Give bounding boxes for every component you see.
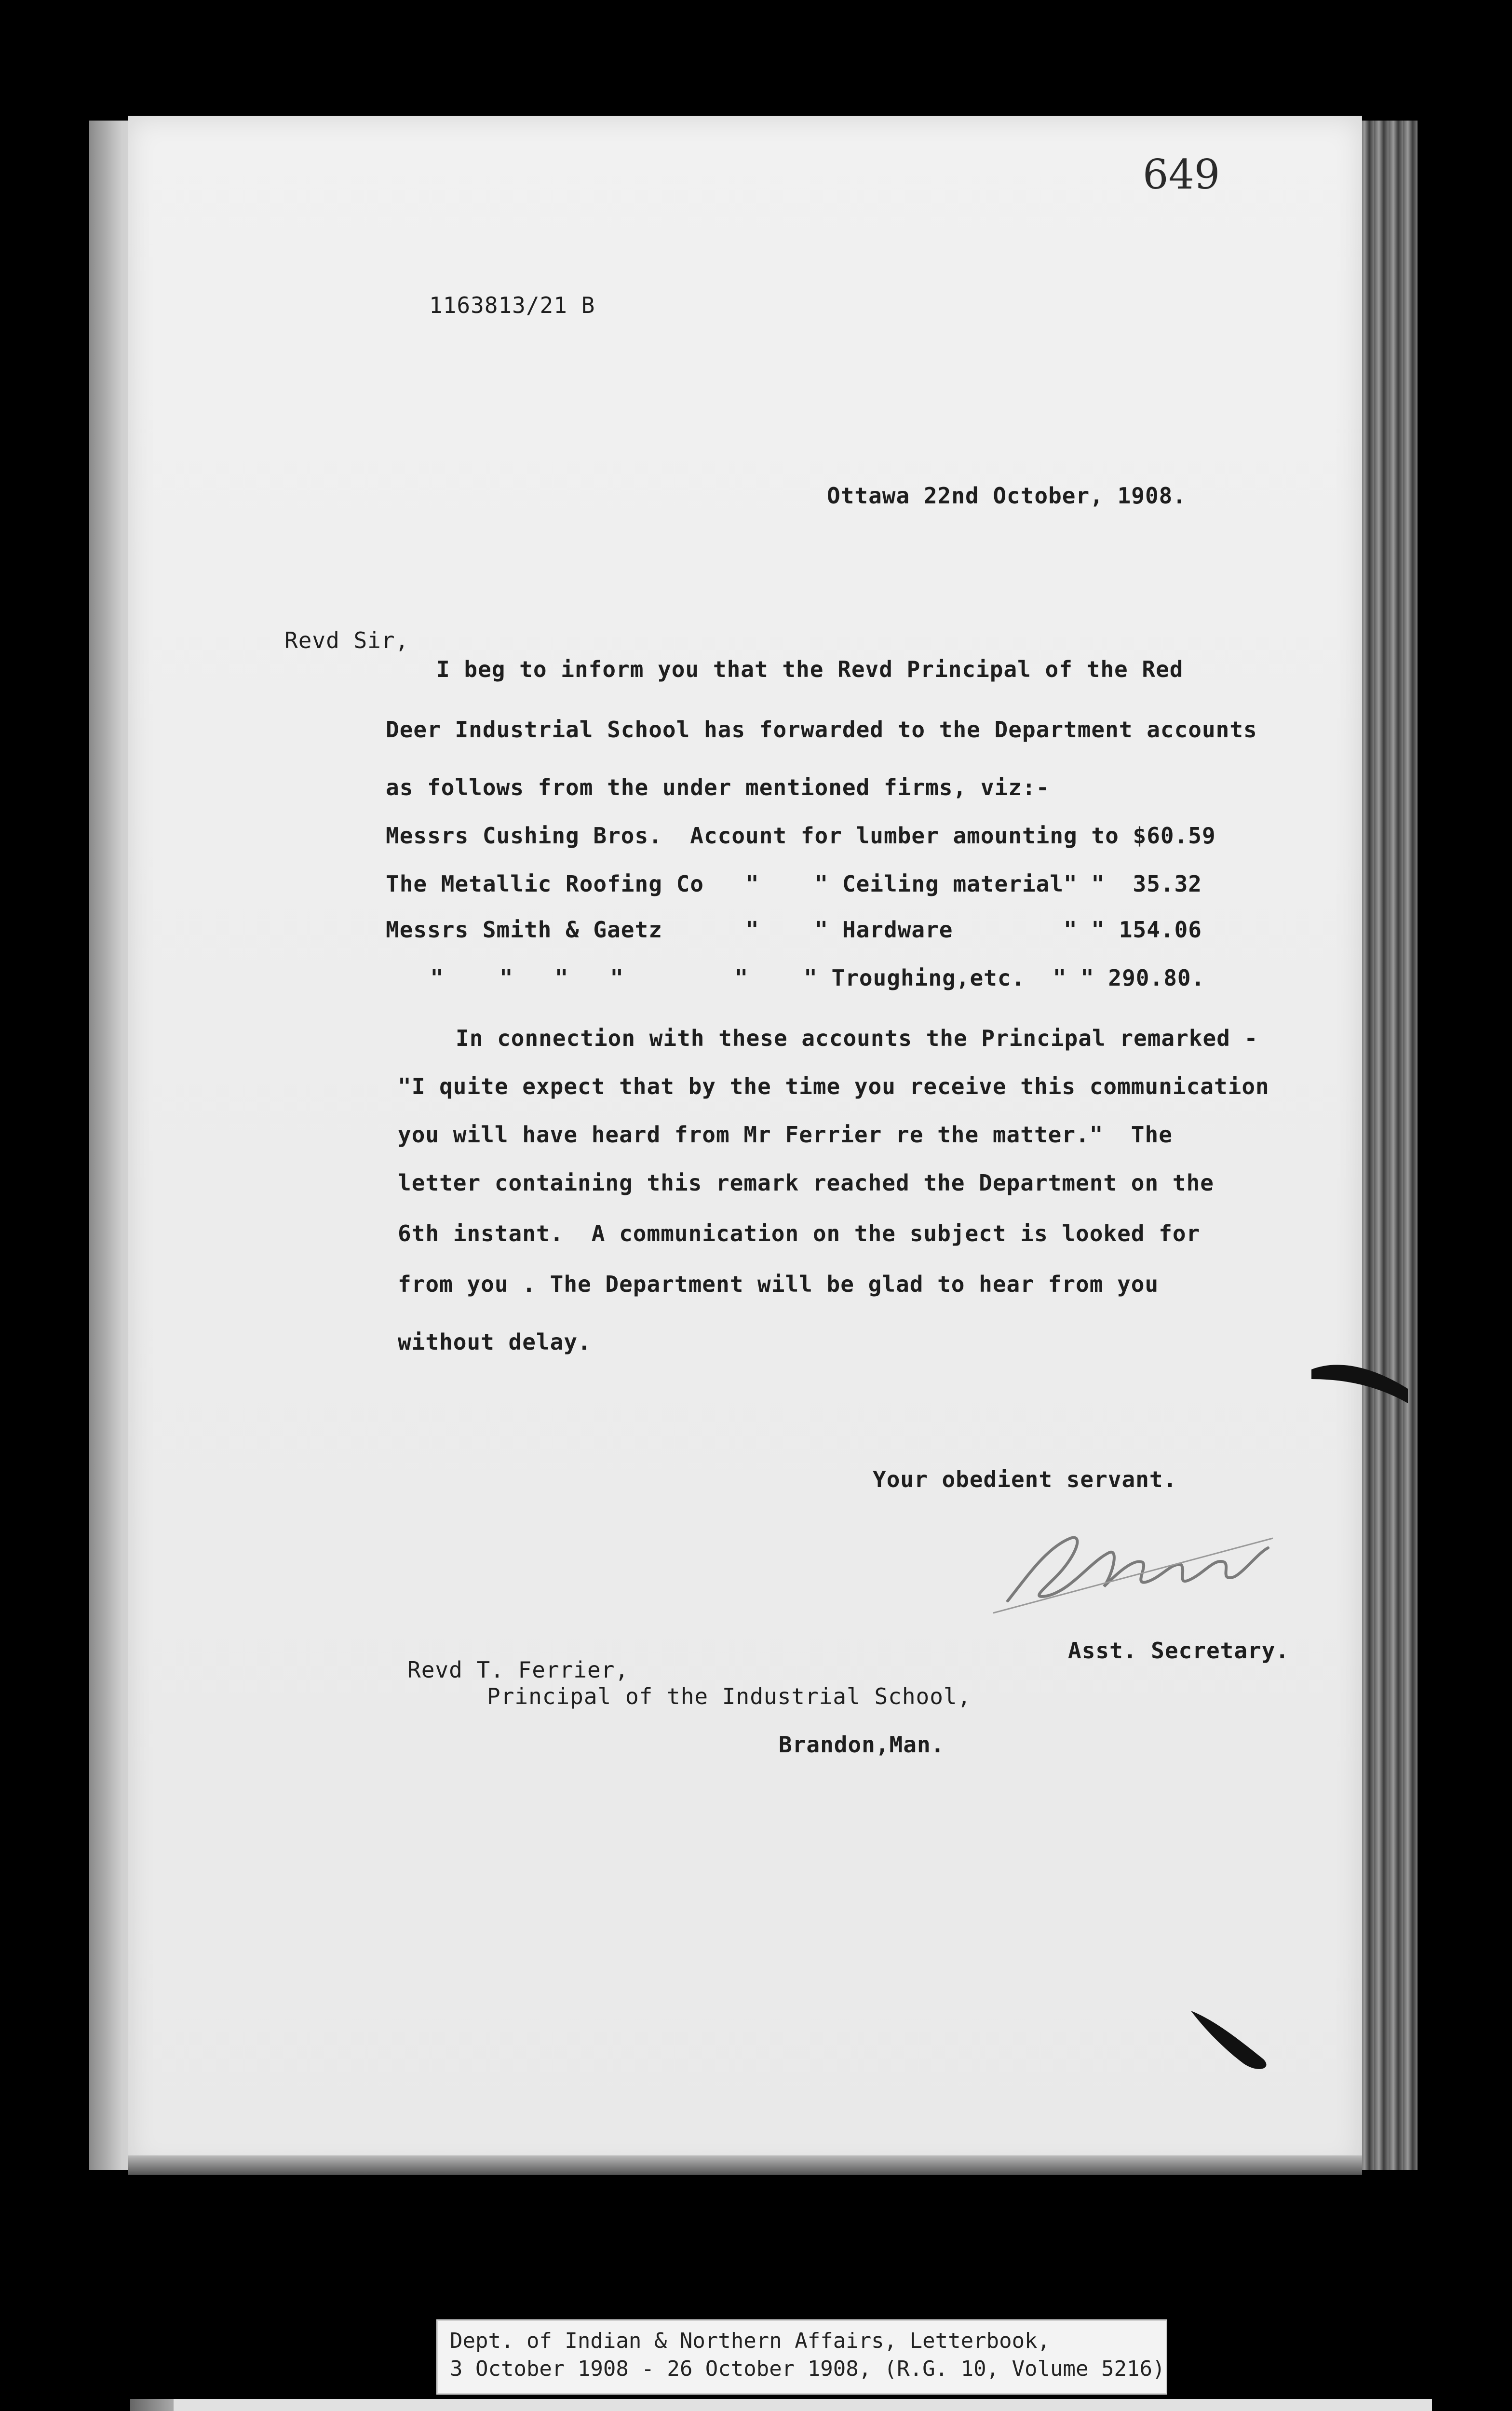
body-line: letter containing this remark reached the Department on the xyxy=(398,1170,1214,1196)
body-line: I beg to inform you that the Revd Principal of the Red xyxy=(436,656,1184,682)
handwritten-signature xyxy=(988,1519,1278,1615)
paper-clip-shadow xyxy=(1311,1350,1408,1408)
stamp-edge xyxy=(130,2399,174,2411)
caption-line: Dept. of Indian & Northern Affairs, Letterbook, xyxy=(450,2329,1051,2353)
body-line: without delay. xyxy=(398,1329,592,1355)
addressee-name: Revd T. Ferrier, xyxy=(407,1657,629,1683)
body-line: you will have heard from Mr Ferrier re the matter." The xyxy=(398,1122,1173,1148)
body-line: In connection with these accounts the Principal remarked - xyxy=(456,1025,1258,1051)
archive-caption-label xyxy=(436,2319,1167,2395)
account-line: The Metallic Roofing Co " " Ceiling material" " 35.32 xyxy=(386,871,1202,897)
signature-title: Asst. Secretary. xyxy=(1068,1638,1290,1664)
caption-line: 3 October 1908 - 26 October 1908, (R.G. 10, Volume 5216) xyxy=(450,2357,1165,2381)
public-archives-stamp xyxy=(130,2399,1432,2411)
account-line: " " " " " " Troughing,etc. " " 290.80. xyxy=(403,965,1205,991)
body-line: Deer Industrial School has forwarded to the Department accounts xyxy=(386,717,1257,743)
closing: Your obedient servant. xyxy=(873,1466,1177,1492)
body-line: 6th instant. A communication on the subject is looked for xyxy=(398,1220,1201,1246)
date-line: Ottawa 22nd October, 1908. xyxy=(827,483,1187,509)
reference-number: 1163813/21 B xyxy=(429,292,595,318)
addressee-location: Brandon,Man. xyxy=(779,1732,945,1758)
salutation: Revd Sir, xyxy=(284,627,409,653)
ink-smudge xyxy=(1186,2001,1282,2078)
account-line: Messrs Cushing Bros. Account for lumber amounting to $60.59 xyxy=(386,823,1216,849)
page-number: 649 xyxy=(1143,151,1220,198)
body-line: "I quite expect that by the time you receive this communication xyxy=(398,1073,1269,1099)
page-bottom-edge xyxy=(128,2155,1362,2175)
addressee-title: Principal of the Industrial School, xyxy=(487,1683,972,1709)
body-line: as follows from the under mentioned firms, viz:- xyxy=(386,774,1050,800)
body-line: from you . The Department will be glad to hear from you xyxy=(398,1271,1159,1297)
account-line: Messrs Smith & Gaetz " " Hardware " " 154.06 xyxy=(386,917,1202,943)
